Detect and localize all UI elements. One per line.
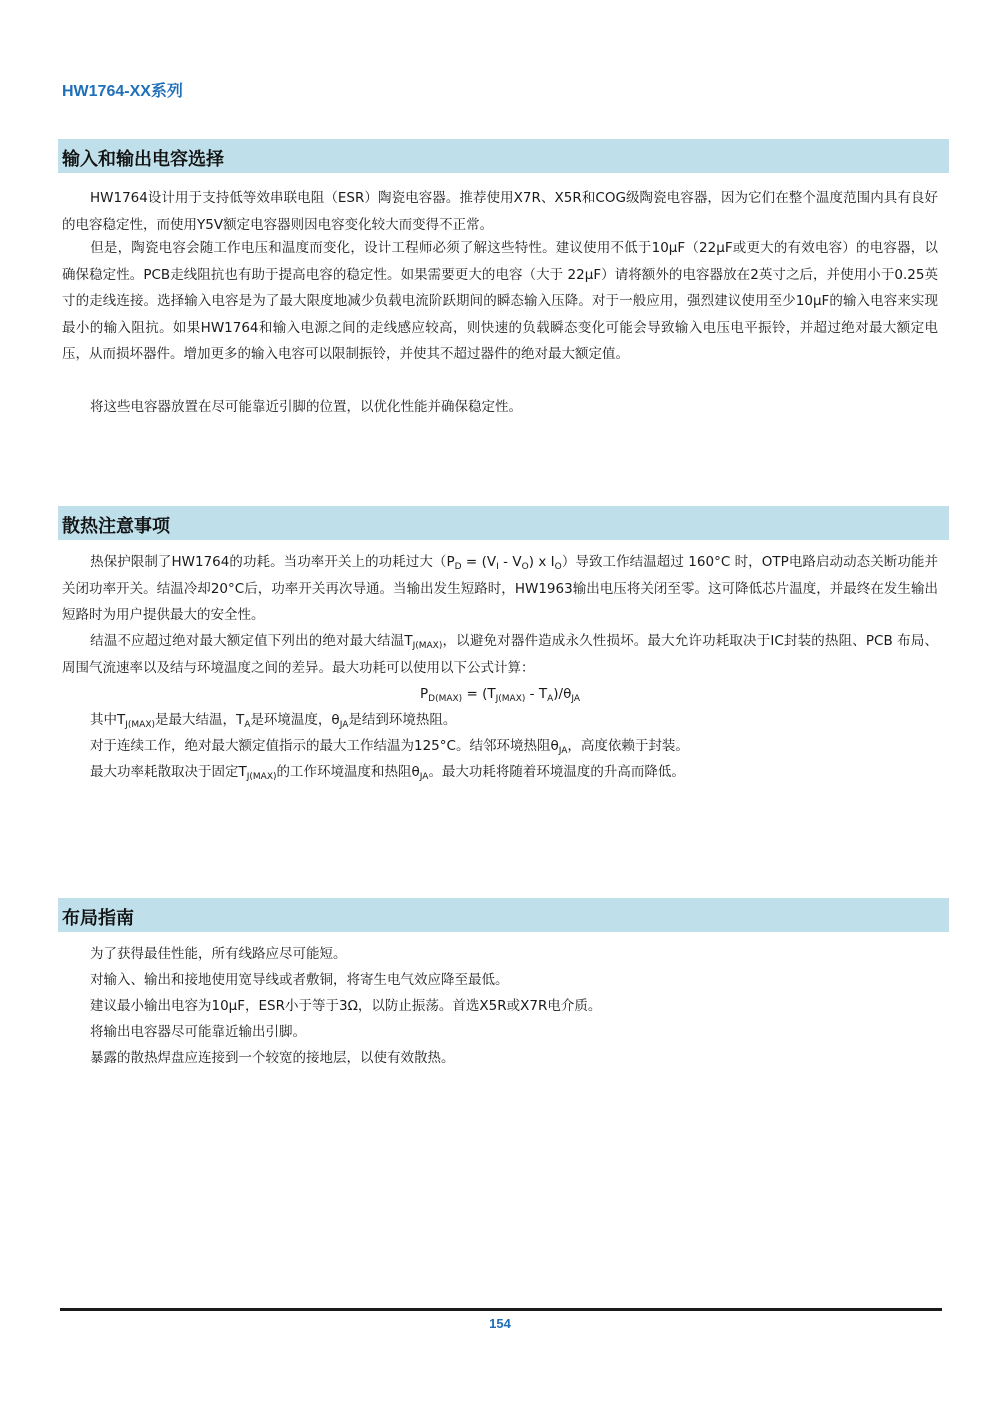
page-number: 154 <box>489 1316 511 1331</box>
paragraph: 但是，陶瓷电容会随工作电压和温度而变化，设计工程师必须了解这些特性。建议使用不低于10μF（22μF或更大的有效电容）的电容器，以确保稳定性。PCB走线阻抗也有助于提高电容的稳定性。如果需要更大的电容（大于 22μF）请将额外的电容器放在2英寸之后，并使用小于0.25英寸的走线连接。选择输入电容是为了最大限度地减少负载电流阶跃期间的瞬态输入压降。对于一般应用，强烈建议使用至少10μF的输入电容来实现最小的输入阻抗。如果HW1764和输入电源之间的走线感应较高，则快速的负载瞬态变化可能会导致输入电压电平振铃，并超过绝对最大额定电压，从而损坏器件。增加更多的输入电容可以限制振铃，并使其不超过器件的绝对最大额定值。 <box>62 240 938 362</box>
text-line: 最大功率耗散取决于固定$T_{J(MAX)}$的工作环境温度和热阻$\theta_{JA}$。最大功耗将随着环境温度的升高而降低。 <box>90 764 685 782</box>
paragraph: 热保护限制了HW1764的功耗。当功率开关上的功耗过大（$P_D = (V_I - V_O)$ x $I_O$）导致工作结温超过 160°C 时，OTP电路启动动态关断功能并关闭功率开关。结温冷却20°C后，功率开关再次导通。当输出发生短路时，HW1963输出电压将关闭至零。这可降低芯片温度，并最终在发生输出短路时为用户提供最大的安全性。 <box>62 554 939 623</box>
list-item: 暴露的散热焊盘应连接到一个较宽的接地层，以使有效散热。 <box>90 1050 455 1066</box>
formula: $P_{D(MAX)} = (T_{J(MAX)} - T_A)/\theta_{JA}$ <box>420 686 580 704</box>
text-line: 其中$T_{J(MAX)}$是最大结温，$T_A$是环境温度，$\theta_{JA}$是结到环境热阻。 <box>90 712 457 730</box>
paragraph: 结温不应超过绝对最大额定值下列出的绝对最大结温$T_{J(MAX)}$，以避免对器件造成永久性损坏。最大允许功耗取决于IC封装的热阻、PCB 布局、周围气流速率以及结与环境温度之间的差异。最大功耗可以使用以下公式计算： <box>62 633 938 676</box>
list-item: 为了获得最佳性能，所有线路应尽可能短。 <box>90 946 347 962</box>
section-heading: 布局指南 <box>62 908 134 929</box>
footer-divider <box>60 1308 942 1311</box>
text-line: 对于连续工作，绝对最大额定值指示的最大工作结温为125°C。结邻环境热阻$\theta_{JA}$，高度依赖于封装。 <box>90 738 689 756</box>
section-heading-bar <box>58 506 949 540</box>
list-item: 将输出电容器尽可能靠近输出引脚。 <box>90 1024 306 1040</box>
paragraph: HW1764设计用于支持低等效串联电阻（ESR）陶瓷电容器。推荐使用X7R、X5R和COG级陶瓷电容器，因为它们在整个温度范围内具有良好的电容稳定性，而使用Y5V额定电容器则因电容变化较大而变得不正常。 <box>62 190 938 233</box>
list-item: 对输入、输出和接地使用宽导线或者敷铜，将寄生电气效应降至最低。 <box>90 972 509 988</box>
section-heading: 散热注意事项 <box>62 516 170 537</box>
paragraph: 将这些电容器放置在尽可能靠近引脚的位置，以优化性能并确保稳定性。 <box>90 399 522 415</box>
list-item: 建议最小输出电容为10μF，ESR小于等于3Ω，以防止振荡。首选X5R或X7R电介质。 <box>90 998 602 1014</box>
section-heading-bar <box>58 898 949 932</box>
section-heading-bar <box>58 139 949 173</box>
section-heading: 输入和输出电容选择 <box>62 149 224 170</box>
document-title: HW1764-XX系列 <box>62 83 183 100</box>
